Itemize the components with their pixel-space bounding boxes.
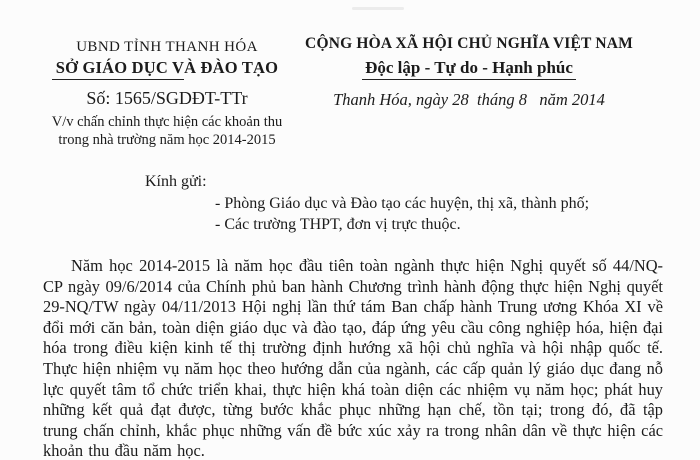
subject-line-2: trong nhà trường năm học 2014-2015 xyxy=(58,131,276,148)
document-subject xyxy=(38,114,296,149)
document-number: Số: 1565/SGDĐT-TTr xyxy=(86,88,248,108)
issuing-agency-block xyxy=(38,38,296,149)
national-header-block xyxy=(296,34,642,110)
subject-line-1: V/v chấn chỉnh thực hiện các khoản thu xyxy=(51,114,283,130)
recipient-item: - Phòng Giáo dục và Đào tạo các huyện, thị xã, thành phố; xyxy=(215,195,590,212)
parent-agency-name: UBND TỈNH THANH HÓA xyxy=(76,39,258,55)
recipients-section xyxy=(145,172,665,235)
agency-name: SỞ GIÁO DỤC VÀ ĐÀO TẠO xyxy=(55,58,279,77)
place-and-date-line: Thanh Hóa, ngày 28 tháng 8 năm 2014 xyxy=(333,90,605,109)
recipients-label: Kính gửi: xyxy=(145,173,207,190)
country-name: CỘNG HÒA XÃ HỘI CHỦ NGHĨA VIỆT NAM xyxy=(305,35,633,52)
national-motto: Độc lập - Tự do - Hạnh phúc xyxy=(362,57,576,80)
scan-artifact xyxy=(352,7,404,10)
recipients-list xyxy=(215,193,665,235)
agency-underline-rule xyxy=(52,79,184,80)
recipient-item: - Các trường THPT, đơn vị trực thuộc. xyxy=(215,216,461,233)
body-paragraph: Năm học 2014-2015 là năm học đầu tiên toàn ngành thực hiện Nghị quyết số 44/NQ-CP ngày 09/6/2014 của Chính phủ ban hành Chương trình hành động thực hiện Nghị quyết 29-NQ/TW ngày 04/11/2013 Hội nghị lần thứ tám Ban chấp hành Trung ương Khóa XI về đổi mới căn bản, toàn diện giáo dục và đào tạo, đáp ứng yêu cầu công nghiệp hóa, hiện đại hóa trong điều kiện kinh tế thị trường định hướng xã hội chủ nghĩa và hội nhập quốc tế. Thực hiện nhiệm vụ năm học theo hướng dẫn của ngành, các cấp quản lý giáo dục đang nỗ lực quyết tâm tổ chức triển khai, thực hiện khá toàn diện các nhiệm vụ năm học; phát huy những kết quả đạt được, từng bước khắc phục những hạn chế, tồn tại; trong đó, đã tập trung chấn chỉnh, khắc phục những vấn đề bức xúc xảy ra trong nhân dân về thực hiện các khoản thu đầu năm học. xyxy=(43,256,663,460)
